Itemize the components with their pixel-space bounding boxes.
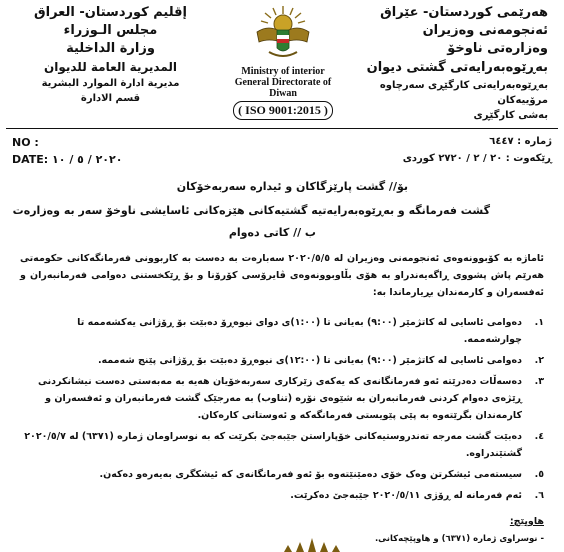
header-region-arabic: إقليم كوردستان- العراق (34, 5, 187, 20)
list-item (20, 487, 544, 504)
header-section-kurdish: بەشی کارگێڕی (473, 110, 548, 121)
item-text: دەبێت گشت مەرجە تەندروستیەکانی خۆپاراستن جێبەجێ بکرێت کە بە نوسراومان ژمارە (٦٣٧١) لە ٢٠٢٠/٥/٧ گشتێندراوە. (24, 431, 522, 459)
date-row (12, 153, 552, 169)
item-number: ٥. (534, 469, 544, 480)
list-item (20, 314, 544, 348)
date-kurdish: ڕێکەوت : ٢٠ / ٢ / ٢٧٢٠ کوردی (402, 153, 552, 164)
emblem-block (220, 2, 346, 120)
header-directorate-kurdish: بەڕێوەبەرایەتی گشتی دیوان (366, 60, 548, 75)
item-text: دەوامی ئاسایی لە کاتژمێر (٩:٠٠) بەیانی تا (١:٠٠)ی دوای نیوەڕۆ دەبێت بۆ ڕۆژانی یەکشەممە تا چوارشەممە. (77, 317, 522, 345)
kurdistan-emblem-icon (251, 2, 315, 64)
no-label: NO : (12, 136, 39, 149)
subject-line: ب // کاتی دەوام (228, 226, 316, 239)
item-text: ئەم فەرمانە لە ڕۆژی ٢٠٢٠/٥/١١ جێبەجێ دەکرێت. (290, 490, 522, 501)
item-text: دەسەڵات دەدرێتە ئەو فەرمانگانەی کە یەکەی زێرکاری سەربەخۆیان هەیە بە مەبەستی دەست نیشانکردنی ڕێژەی دەوام کردنی فەرمانبەران بە شێوەی نۆرە (تناوب) بە مەرجێک گشت فەرمانبەران و ئەفسەران و کارمەندان بگرێتەوە بە پێی پێویستی فەرمانگەکە و ئەوستانی کارەکان. (37, 376, 522, 421)
attachments-line: - نوسراوی ژمارە (٦٣٧١) و هاوپێچەکانی. (374, 534, 544, 544)
header-divider (6, 128, 558, 129)
header-council-arabic: مجلس الـوزراء (63, 23, 158, 38)
attachments-label: هاوپێچ: (509, 516, 544, 527)
arabic-header (18, 4, 203, 106)
item-number: ٤. (534, 431, 544, 442)
number-row (12, 136, 552, 152)
list-item (20, 373, 544, 424)
number-kurdish: ژمارە : ٦٤٤٧ (489, 136, 552, 147)
kurdish-header (343, 4, 548, 123)
header-hr-arabic: مديرية ادارة الموارد البشرية (41, 78, 180, 89)
recipient-line: بۆ// گشت پارێزگاکان و ئیدارە سەربەخۆکان (176, 180, 408, 193)
directorate-english: General Directorate of Diwan (234, 77, 332, 99)
header-directorate-arabic: المديرية العامة للديوان (43, 60, 178, 74)
header-hr-kurdish: بەڕێوەبەرایەتی کارگێڕی سەرچاوە مرۆییەکان (379, 80, 548, 106)
list-item (20, 428, 544, 462)
date-label: DATE: ٢٠٢٠ / ٥ / ١٠ (12, 153, 123, 166)
header-region-kurdish: هەرێمی کوردستان- عێراق (380, 5, 548, 20)
body-paragraph: ئاماژە بە کۆبوونەوەی ئەنجومەنی وەزیران لە ٢٠٢٠/٥/٥ سەبارەت بە دەست بە کاربوونی فەرمانگەکانی حکومەتی هەرێم پاش پشووی ڕاگەیەندراو بە هۆی بڵاوبوونەوەی ڤایرۆسی کۆرۆنا و بۆ ڕێکخستنی دەوامی فەرمانبەران و ئەفسەران و کارمەندان بڕیارماندا بە: (20, 253, 544, 298)
header-council-kurdish: ئەنجومەنی وەزیران (422, 23, 548, 38)
items-list (20, 314, 544, 508)
header-ministry-kurdish: وەزارەتی ناوخۆ (447, 41, 548, 56)
item-number: ٦. (534, 490, 544, 501)
list-item (20, 466, 544, 483)
header-section-arabic: قسم الادارة (80, 93, 141, 104)
seal-icon (248, 534, 368, 552)
item-number: ١. (534, 317, 544, 328)
ministry-english: Ministry of interior (241, 66, 325, 77)
list-item (20, 352, 544, 369)
header-ministry-arabic: وزارة الداخلية (66, 41, 155, 56)
item-number: ٣. (534, 376, 544, 387)
item-number: ٢. (534, 355, 544, 366)
item-text: سیستەمی ئیشکرتن وەک خۆی دەمێنێتەوە بۆ ئەو فەرمانگانەی کە ئیشکگری بەیەرەو دەکەن. (99, 469, 522, 480)
recipient-line-2: گشت فەرمانگە و بەڕێوەبەرایەتیە گشتیەکانی هێزەکانی ئاسایشی ناوخۆ سەر بە وەزارەت (12, 204, 490, 217)
item-text: دەوامی ئاسایی لە کاتژمێر (٩:٠٠) بەیانی تا (١٢:٠٠)ی نیوەڕۆ دەبێت بۆ ڕۆژانی پێنج شەممە. (97, 355, 522, 366)
iso-badge: ( ISO 9001:2015 ) (233, 101, 333, 120)
